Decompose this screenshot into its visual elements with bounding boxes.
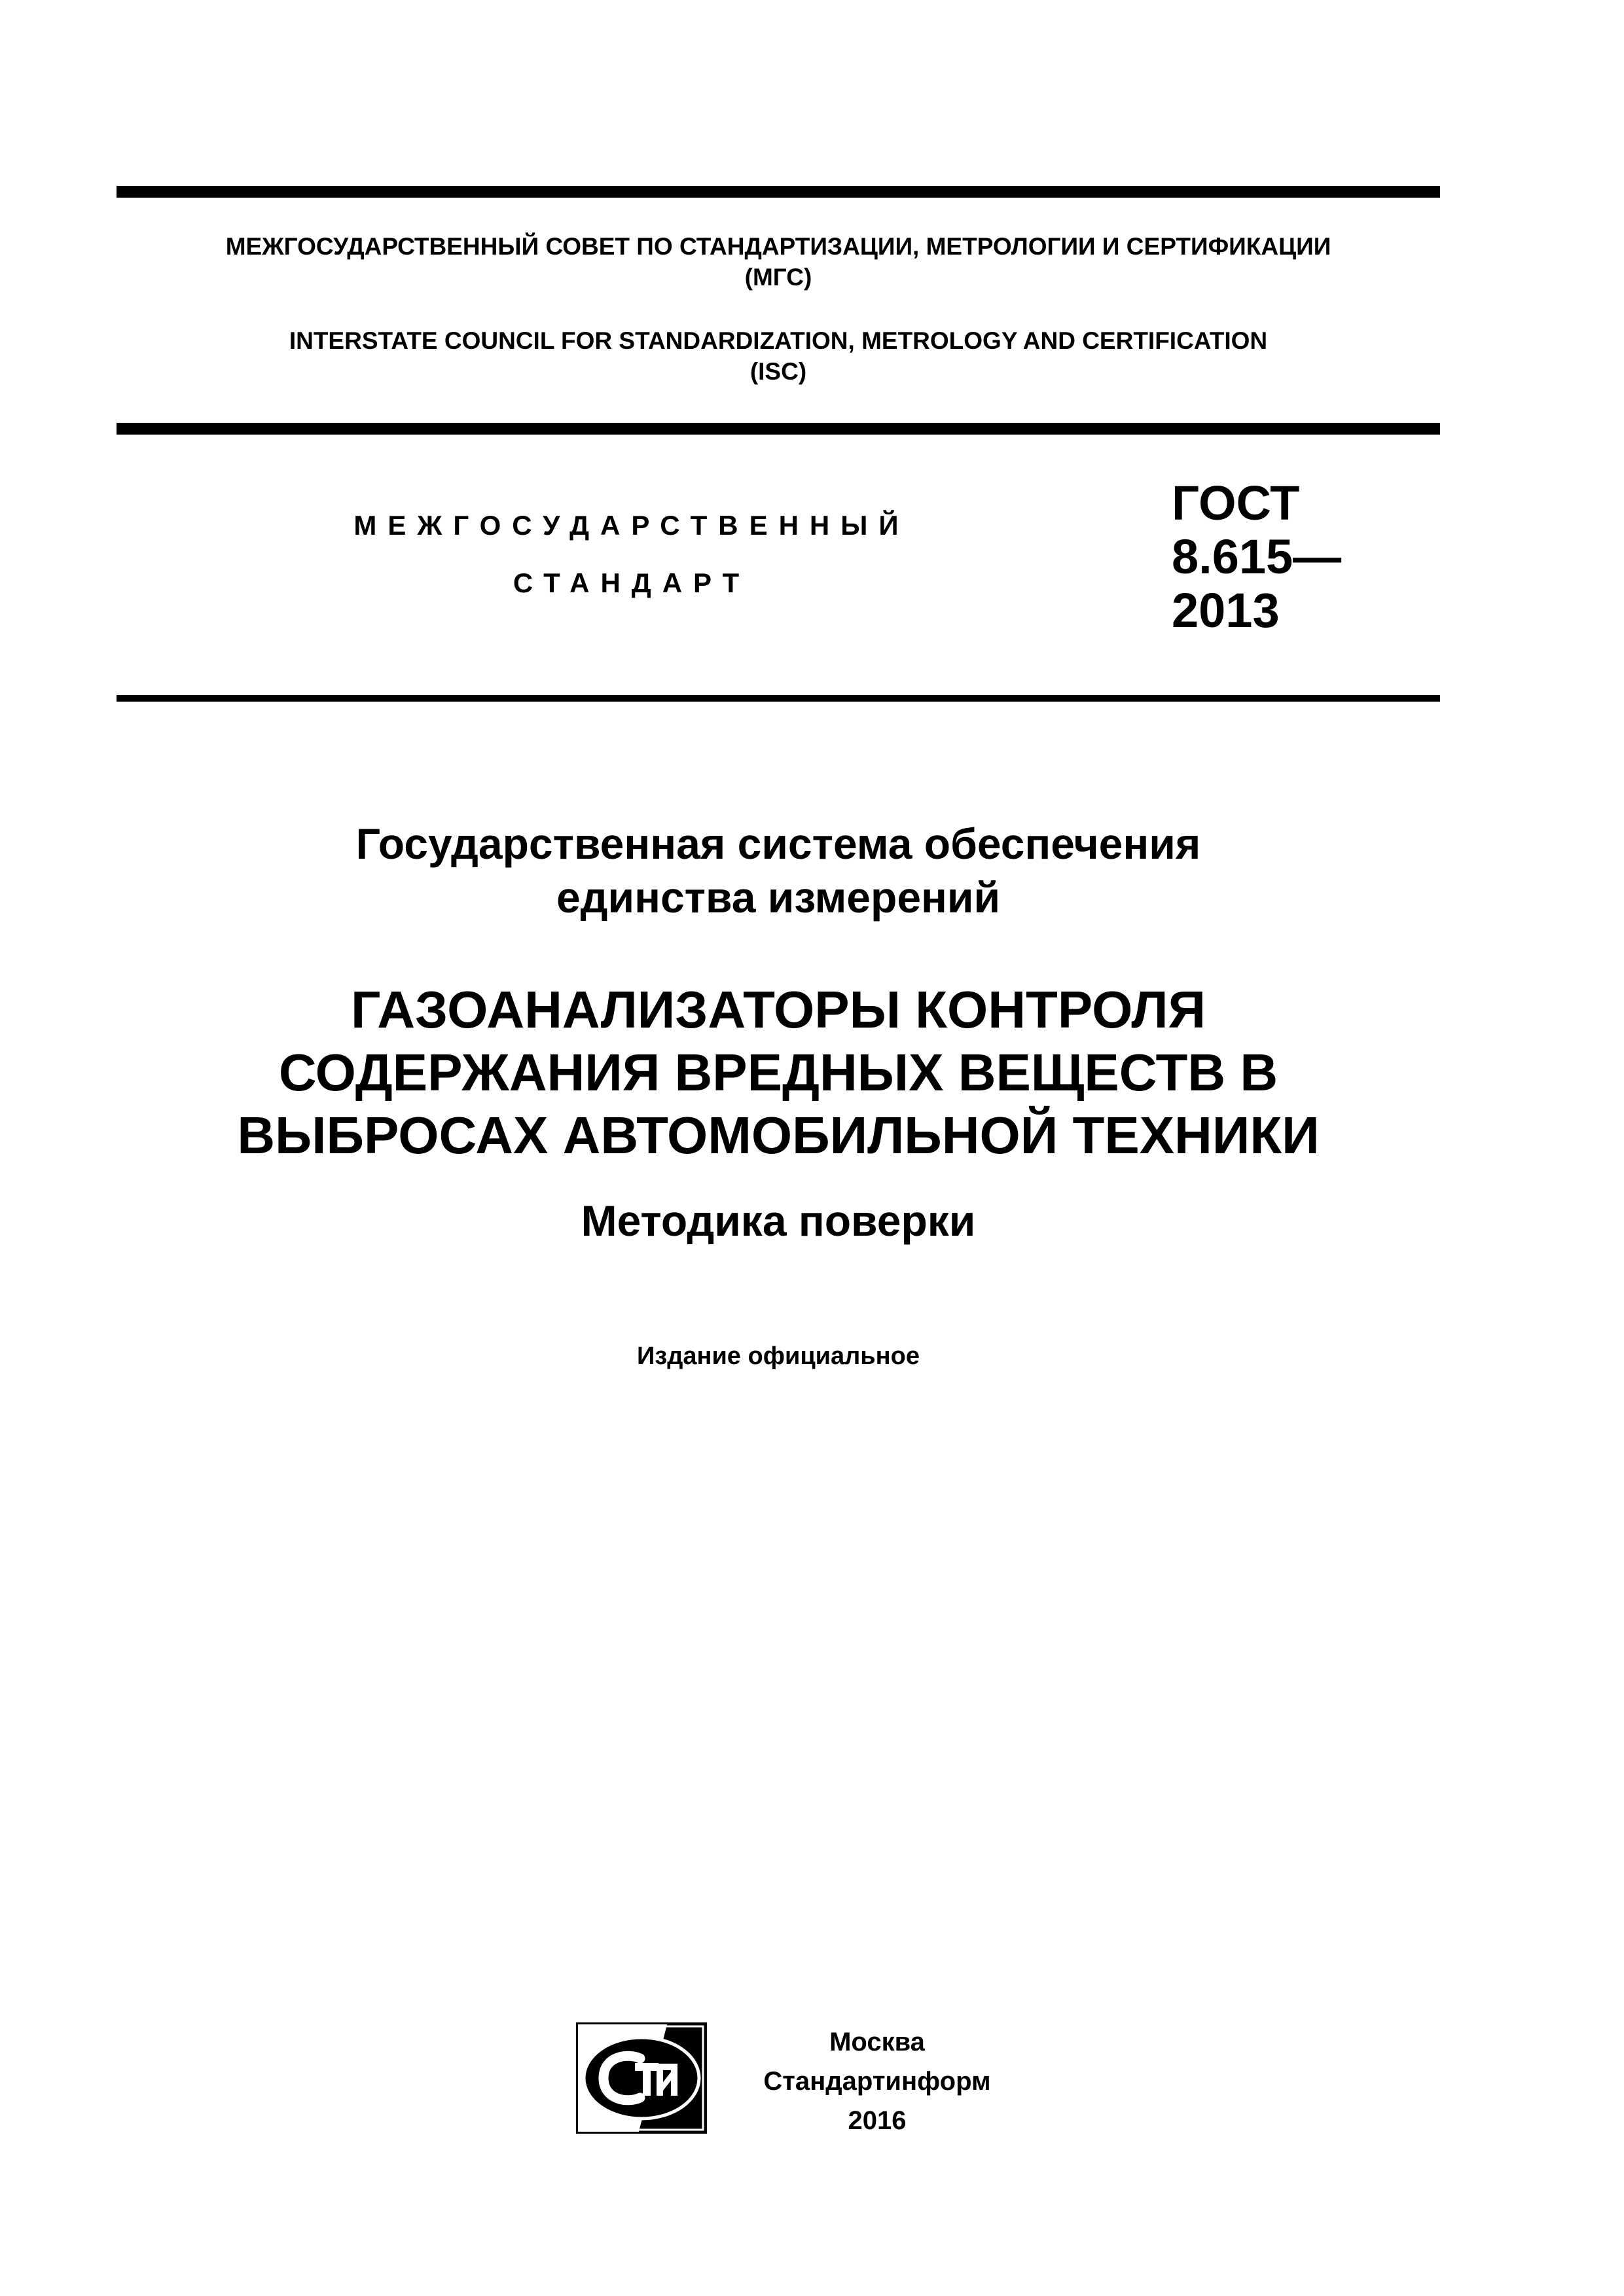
bottom-rule [117,695,1440,702]
main-title-line-3: ВЫБРОСАХ АВТОМОБИЛЬНОЙ ТЕХНИКИ [237,1106,1320,1164]
standard-code [1172,476,1434,637]
publication-year: 2016 [848,2106,907,2135]
council-name-en-line: INTERSTATE COUNCIL FOR STANDARDIZATION, METROLOGY AND CERTIFICATION [289,327,1268,354]
standartinform-logo-icon [576,2022,707,2134]
subtitle: Методика поверки [581,1196,976,1245]
main-title-line-2: СОДЕРЖАНИЯ ВРЕДНЫХ ВЕЩЕСТВ В [278,1043,1278,1102]
main-title-line-1: ГАЗОАНАЛИЗАТОРЫ КОНТРОЛЯ [350,980,1206,1039]
publisher-imprint [720,2022,1034,2140]
council-name-ru-line: МЕЖГОСУДАРСТВЕННЫЙ СОВЕТ ПО СТАНДАРТИЗАЦИИ, МЕТРОЛОГИИ И СЕРТИФИКАЦИИ [225,233,1331,260]
standard-code-prefix: ГОСТ [1172,476,1300,530]
publisher-name: Стандартинформ [763,2067,991,2096]
standard-code-year: 2013 [1172,583,1280,637]
standard-code-number: 8.615— [1172,529,1342,584]
council-abbr-en: (ISC) [749,358,807,385]
standard-kind-line-1: МЕЖГОСУДАРСТВЕННЫЙ [353,510,910,541]
system-title-line-1: Государственная система обеспечения [355,819,1201,868]
main-title [117,978,1440,1167]
middle-rule [117,423,1440,435]
top-rule [117,186,1440,198]
council-name-en [117,325,1440,387]
system-title-line-2: единства измерений [556,873,1001,922]
edition-label: Издание официальное [637,1342,920,1370]
system-title [117,817,1440,924]
council-abbr-ru: (МГС) [744,264,812,291]
council-name-ru [117,231,1440,293]
publisher-city: Москва [829,2028,925,2056]
standard-kind-line-2: СТАНДАРТ [513,567,751,598]
